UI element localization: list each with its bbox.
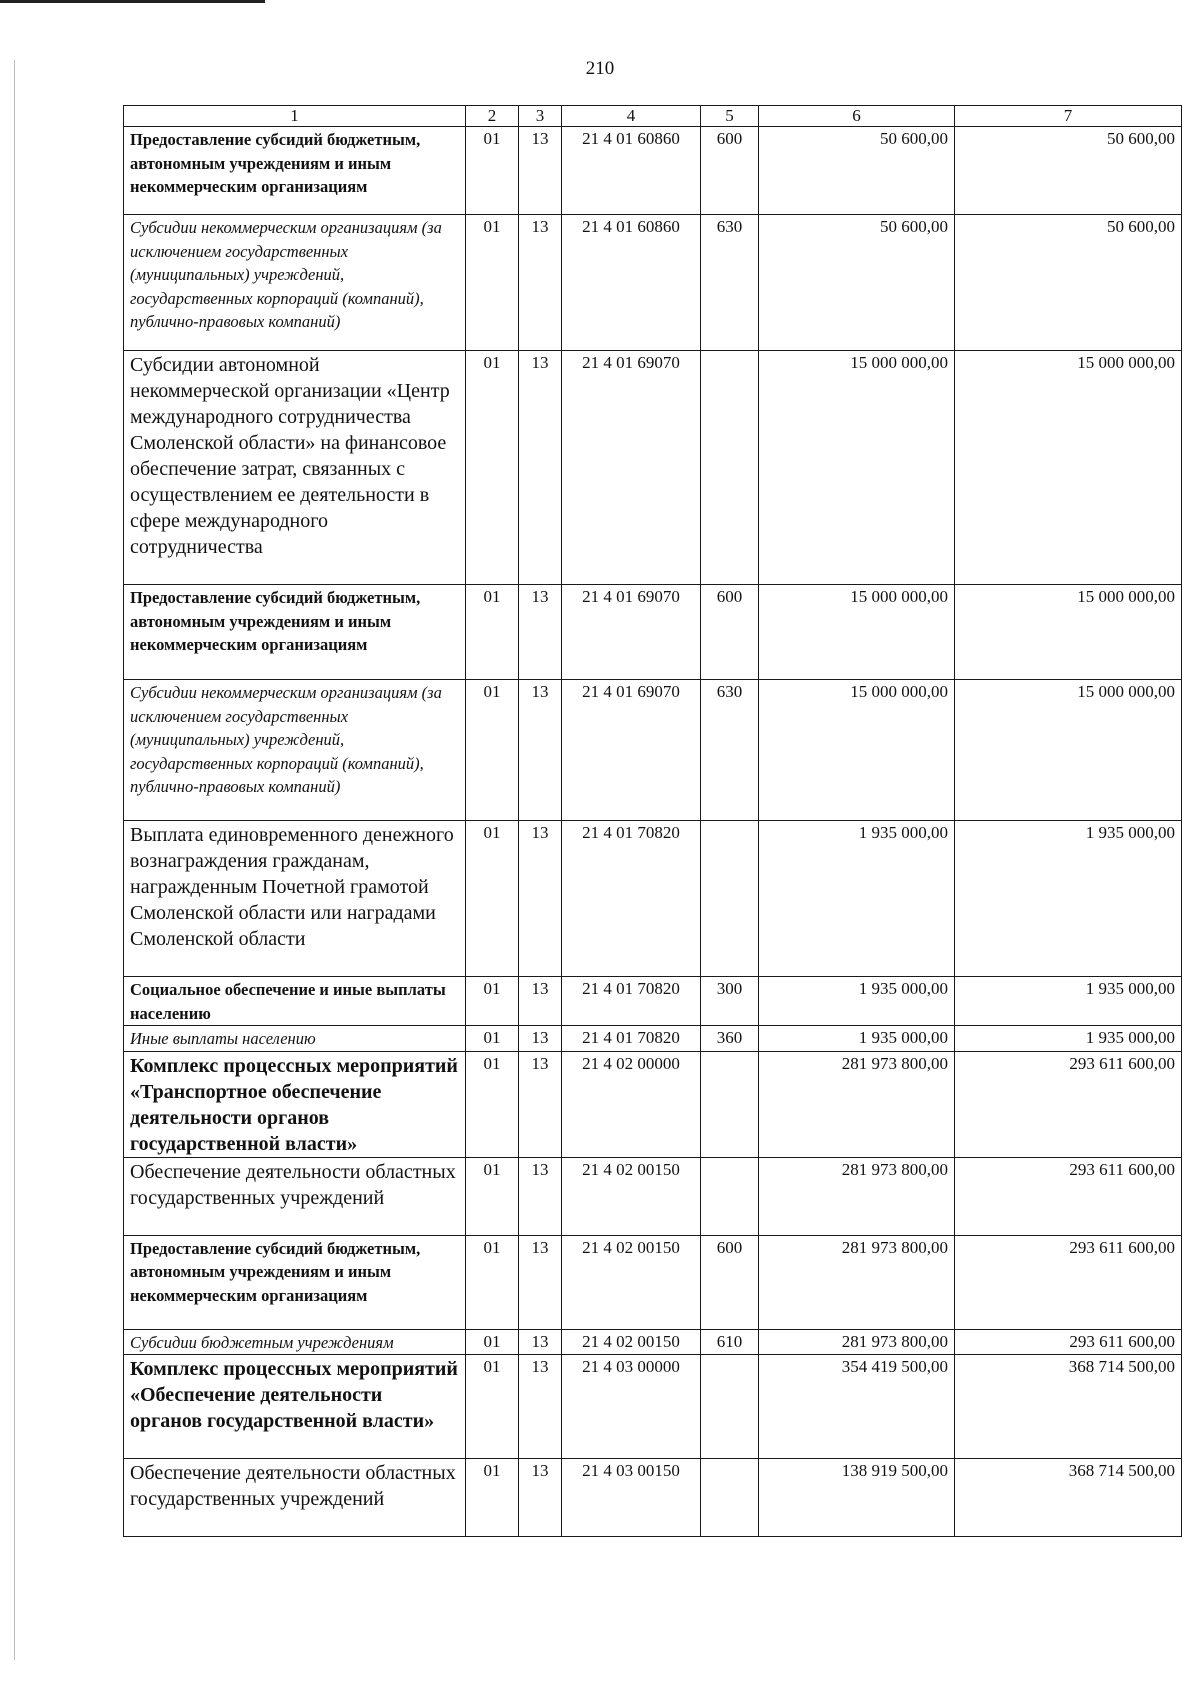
amount-col-6: 15 000 000,00: [759, 585, 955, 680]
amount-col-6: 1 935 000,00: [759, 821, 955, 977]
amount-col-6: 15 000 000,00: [759, 680, 955, 821]
expense-type-code: 600: [701, 127, 759, 215]
expense-type-code: [701, 1157, 759, 1235]
subsection-code: 13: [519, 351, 562, 585]
column-number-row: [124, 106, 1182, 127]
subsection-code: 13: [519, 1157, 562, 1235]
section-code: 01: [466, 585, 519, 680]
section-code: 01: [466, 1329, 519, 1355]
table-row: [124, 127, 1182, 215]
subsection-code: 13: [519, 977, 562, 1026]
section-code: 01: [466, 351, 519, 585]
section-code: 01: [466, 1355, 519, 1459]
subsection-code: 13: [519, 1051, 562, 1157]
column-number: 5: [701, 106, 759, 127]
table-row: [124, 1157, 1182, 1235]
page-number: 210: [585, 58, 615, 79]
expense-type-code: [701, 1459, 759, 1537]
amount-col-6: 281 973 800,00: [759, 1051, 955, 1157]
budget-table: [123, 105, 1182, 1537]
table-row: [124, 1459, 1182, 1537]
table-row: [124, 1235, 1182, 1329]
row-name: Субсидии автономной некоммерческой организации «Центр международного сотрудничества Смоленской области» на финансовое обеспечение затрат, связанных с осуществлением ее деятельности в сфере международного сотрудничества: [124, 351, 466, 585]
column-number: 6: [759, 106, 955, 127]
table-row: [124, 585, 1182, 680]
section-code: 01: [466, 1235, 519, 1329]
row-name: Иные выплаты населению: [124, 1026, 466, 1052]
target-article-code: 21 4 02 00150: [562, 1235, 701, 1329]
binding-edge: [14, 60, 15, 1660]
expense-type-code: [701, 821, 759, 977]
section-code: 01: [466, 1051, 519, 1157]
expense-type-code: 610: [701, 1329, 759, 1355]
expense-type-code: [701, 1051, 759, 1157]
section-code: 01: [466, 1157, 519, 1235]
target-article-code: 21 4 02 00150: [562, 1329, 701, 1355]
row-name: Предоставление субсидий бюджетным, автономным учреждениям и иным некоммерческим организациям: [124, 1235, 466, 1329]
section-code: 01: [466, 821, 519, 977]
target-article-code: 21 4 01 70820: [562, 1026, 701, 1052]
target-article-code: 21 4 01 60860: [562, 127, 701, 215]
expense-type-code: 600: [701, 585, 759, 680]
table-row: [124, 1355, 1182, 1459]
column-number: 4: [562, 106, 701, 127]
amount-col-7: 293 611 600,00: [955, 1051, 1182, 1157]
target-article-code: 21 4 02 00150: [562, 1157, 701, 1235]
amount-col-7: 1 935 000,00: [955, 977, 1182, 1026]
row-name: Предоставление субсидий бюджетным, автономным учреждениям и иным некоммерческим организациям: [124, 585, 466, 680]
row-name: Субсидии бюджетным учреждениям: [124, 1329, 466, 1355]
column-number: 1: [124, 106, 466, 127]
target-article-code: 21 4 02 00000: [562, 1051, 701, 1157]
amount-col-6: 50 600,00: [759, 215, 955, 351]
column-number: 2: [466, 106, 519, 127]
amount-col-7: 368 714 500,00: [955, 1355, 1182, 1459]
section-code: 01: [466, 1459, 519, 1537]
amount-col-7: 293 611 600,00: [955, 1157, 1182, 1235]
row-name: Социальное обеспечение и иные выплаты населению: [124, 977, 466, 1026]
column-number: 7: [955, 106, 1182, 127]
amount-col-7: 368 714 500,00: [955, 1459, 1182, 1537]
table-row: [124, 351, 1182, 585]
subsection-code: 13: [519, 821, 562, 977]
amount-col-6: 354 419 500,00: [759, 1355, 955, 1459]
amount-col-6: 138 919 500,00: [759, 1459, 955, 1537]
section-code: 01: [466, 1026, 519, 1052]
subsection-code: 13: [519, 1355, 562, 1459]
expense-type-code: [701, 351, 759, 585]
amount-col-7: 15 000 000,00: [955, 351, 1182, 585]
expense-type-code: 600: [701, 1235, 759, 1329]
column-number: 3: [519, 106, 562, 127]
expense-type-code: [701, 1355, 759, 1459]
target-article-code: 21 4 01 70820: [562, 821, 701, 977]
row-name: Субсидии некоммерческим организациям (за исключением государственных (муниципальных) учреждений, государственных корпораций (компаний), публично-правовых компаний): [124, 680, 466, 821]
target-article-code: 21 4 01 70820: [562, 977, 701, 1026]
amount-col-6: 281 973 800,00: [759, 1329, 955, 1355]
subsection-code: 13: [519, 1026, 562, 1052]
row-name: Комплекс процессных мероприятий «Транспортное обеспечение деятельности органов государственной власти»: [124, 1051, 466, 1157]
target-article-code: 21 4 03 00150: [562, 1459, 701, 1537]
row-name: Комплекс процессных мероприятий «Обеспечение деятельности органов государственной власти»: [124, 1355, 466, 1459]
row-name: Предоставление субсидий бюджетным, автономным учреждениям и иным некоммерческим организациям: [124, 127, 466, 215]
amount-col-7: 15 000 000,00: [955, 585, 1182, 680]
table-row: [124, 680, 1182, 821]
subsection-code: 13: [519, 1329, 562, 1355]
target-article-code: 21 4 01 69070: [562, 351, 701, 585]
section-code: 01: [466, 680, 519, 821]
amount-col-6: 15 000 000,00: [759, 351, 955, 585]
subsection-code: 13: [519, 585, 562, 680]
top-rule: [0, 0, 265, 3]
target-article-code: 21 4 01 69070: [562, 585, 701, 680]
subsection-code: 13: [519, 1235, 562, 1329]
section-code: 01: [466, 215, 519, 351]
table-row: [124, 977, 1182, 1026]
table-row: [124, 1051, 1182, 1157]
row-name: Обеспечение деятельности областных государственных учреждений: [124, 1157, 466, 1235]
amount-col-6: 50 600,00: [759, 127, 955, 215]
target-article-code: 21 4 01 69070: [562, 680, 701, 821]
amount-col-6: 281 973 800,00: [759, 1235, 955, 1329]
expense-type-code: 360: [701, 1026, 759, 1052]
section-code: 01: [466, 127, 519, 215]
target-article-code: 21 4 01 60860: [562, 215, 701, 351]
expense-type-code: 300: [701, 977, 759, 1026]
expense-type-code: 630: [701, 680, 759, 821]
amount-col-6: 1 935 000,00: [759, 1026, 955, 1052]
table-row: [124, 215, 1182, 351]
subsection-code: 13: [519, 1459, 562, 1537]
row-name: Обеспечение деятельности областных государственных учреждений: [124, 1459, 466, 1537]
row-name: Субсидии некоммерческим организациям (за исключением государственных (муниципальных) учреждений, государственных корпораций (компаний), публично-правовых компаний): [124, 215, 466, 351]
amount-col-7: 1 935 000,00: [955, 1026, 1182, 1052]
amount-col-7: 15 000 000,00: [955, 680, 1182, 821]
amount-col-7: 50 600,00: [955, 215, 1182, 351]
table-row: [124, 821, 1182, 977]
amount-col-7: 50 600,00: [955, 127, 1182, 215]
subsection-code: 13: [519, 680, 562, 821]
amount-col-6: 1 935 000,00: [759, 977, 955, 1026]
table-row: [124, 1329, 1182, 1355]
amount-col-7: 1 935 000,00: [955, 821, 1182, 977]
row-name: Выплата единовременного денежного вознаграждения гражданам, награжденным Почетной грамотой Смоленской области или наградами Смоленской области: [124, 821, 466, 977]
amount-col-7: 293 611 600,00: [955, 1235, 1182, 1329]
amount-col-6: 281 973 800,00: [759, 1157, 955, 1235]
amount-col-7: 293 611 600,00: [955, 1329, 1182, 1355]
subsection-code: 13: [519, 215, 562, 351]
table-row: [124, 1026, 1182, 1052]
section-code: 01: [466, 977, 519, 1026]
target-article-code: 21 4 03 00000: [562, 1355, 701, 1459]
expense-type-code: 630: [701, 215, 759, 351]
subsection-code: 13: [519, 127, 562, 215]
